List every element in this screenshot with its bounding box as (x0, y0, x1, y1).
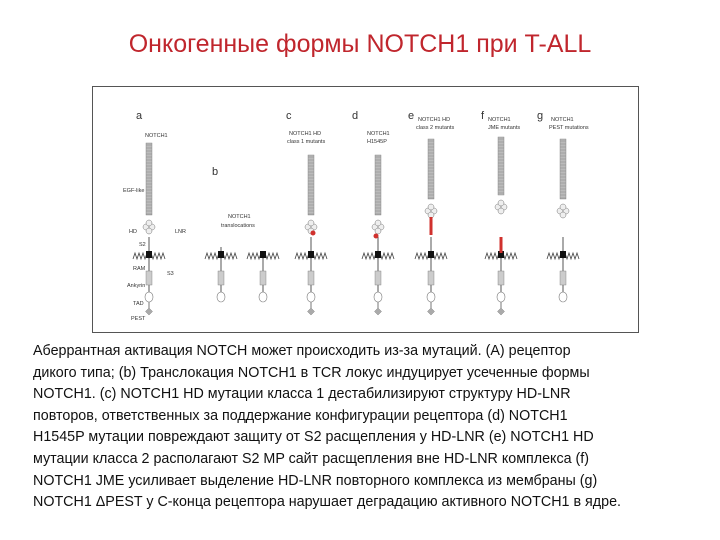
mutation-marker (311, 231, 316, 236)
figure-caption (33, 341, 689, 514)
tad-domain (259, 292, 267, 302)
tm-block (308, 251, 314, 258)
jme-marker (500, 237, 503, 253)
notch1-figure (92, 86, 639, 333)
ankyrin-repeats (428, 271, 434, 285)
mutation-marker (374, 234, 379, 239)
label-d-2: H1545P (367, 139, 387, 145)
caption-line: дикого типа; (b) Транслокация NOTCH1 в TCR локус индуцирует усеченные формы (33, 364, 590, 381)
lnr-domain (560, 212, 566, 218)
domain-label-lnr: LNR (175, 229, 187, 235)
panel-letter-g: g (537, 110, 544, 122)
ankyrin-repeats (308, 271, 314, 285)
tm-block (260, 251, 266, 258)
ankyrin-repeats (218, 271, 224, 285)
domain-label-ankyrin: Ankyrin (127, 283, 146, 289)
receptor-drawings (133, 137, 579, 315)
tm-block (146, 251, 152, 258)
pest-domain (145, 308, 152, 315)
label-g-2: PEST mutations (549, 125, 589, 131)
label-b-2: translocations (221, 223, 255, 229)
lnr-domain (375, 220, 381, 226)
pest-domain (497, 308, 504, 315)
caption-line: NOTCH1. (c) NOTCH1 HD мутации класса 1 дестабилизируют структуру HD-LNR (33, 386, 571, 403)
caption-line: повторов, ответственных за поддержание конфигурации рецептора (d) NOTCH1 (33, 407, 568, 424)
caption-line: H1545P мутации повреждают защиту от S2 расщепления у HD-LNR (e) NOTCH1 HD (33, 429, 594, 446)
lnr-domain (498, 200, 504, 206)
ankyrin-repeats (146, 271, 152, 285)
label-e-1: NOTCH1 HD (418, 117, 451, 123)
label-f-1: NOTCH1 (488, 117, 511, 123)
pest-domain (307, 308, 314, 315)
lnr-domain (560, 204, 566, 210)
label-d-1: NOTCH1 (367, 131, 390, 137)
domain-label-egf: EGF-like (123, 188, 145, 194)
lnr-domain (146, 228, 152, 234)
caption-line: NOTCH1 ΔPEST у C-конца рецептора нарушает деградацию активного NOTCH1 в ядре. (33, 494, 621, 511)
panel-letter-c: c (286, 110, 292, 122)
label-c-2: class 1 mutants (287, 139, 326, 145)
tad-domain (497, 292, 505, 302)
domain-label-pest: PEST (131, 316, 146, 322)
pest-domain (374, 308, 381, 315)
lnr-domain (375, 228, 381, 234)
domain-label-tad: TAD (133, 301, 144, 307)
egf-repeats (375, 155, 381, 215)
ankyrin-repeats (260, 271, 266, 285)
tm-block (218, 251, 224, 258)
tad-domain (559, 292, 567, 302)
label-c-1: NOTCH1 HD (289, 131, 322, 137)
lnr-domain (498, 208, 504, 214)
egf-repeats (428, 139, 434, 199)
lnr-domain (308, 220, 314, 226)
tad-domain (217, 292, 225, 302)
tm-block (375, 251, 381, 258)
caption-line: NOTCH1 JME усиливает выделение HD-LNR повторного комплекса из мембраны (g) (33, 472, 598, 489)
caption-line: мутации класса 2 располагают S2 MP сайт расщепления вне HD-LNR комплекса (f) (33, 450, 590, 467)
tad-domain (145, 292, 153, 302)
egf-repeats (560, 139, 566, 199)
label-a: NOTCH1 (145, 133, 168, 139)
domain-label-s2: S2 (139, 242, 146, 248)
pest-domain (427, 308, 434, 315)
tad-domain (427, 292, 435, 302)
panel-letter-b: b (212, 166, 219, 178)
tm-block (560, 251, 566, 258)
domain-label-hd: HD (129, 229, 137, 235)
panel-letter-e: e (408, 110, 415, 122)
domain-label-ram: RAM (133, 266, 146, 272)
panel-letter-f: f (481, 110, 485, 122)
ankyrin-repeats (375, 271, 381, 285)
egf-repeats (308, 155, 314, 215)
ankyrin-repeats (560, 271, 566, 285)
notch1-diagram (93, 87, 638, 332)
label-f-2: JME mutants (488, 125, 521, 131)
panel-letter-a: a (136, 110, 143, 122)
panel-letter-d: d (352, 110, 359, 122)
tad-domain (374, 292, 382, 302)
insertion-marker (430, 217, 433, 235)
tm-block (428, 251, 434, 258)
lnr-domain (146, 220, 152, 226)
caption-line: Аберрантная активация NOTCH может происходить из-за мутаций. (A) рецептор (33, 343, 571, 359)
ankyrin-repeats (498, 271, 504, 285)
label-g-1: NOTCH1 (551, 117, 574, 123)
label-e-2: class 2 mutants (416, 125, 455, 131)
lnr-domain (428, 204, 434, 210)
slide-title: Онкогенные формы NOTCH1 при T-ALL (128, 30, 592, 58)
domain-label-s3: S3 (167, 271, 174, 277)
label-b-1: NOTCH1 (228, 214, 251, 220)
tad-domain (307, 292, 315, 302)
